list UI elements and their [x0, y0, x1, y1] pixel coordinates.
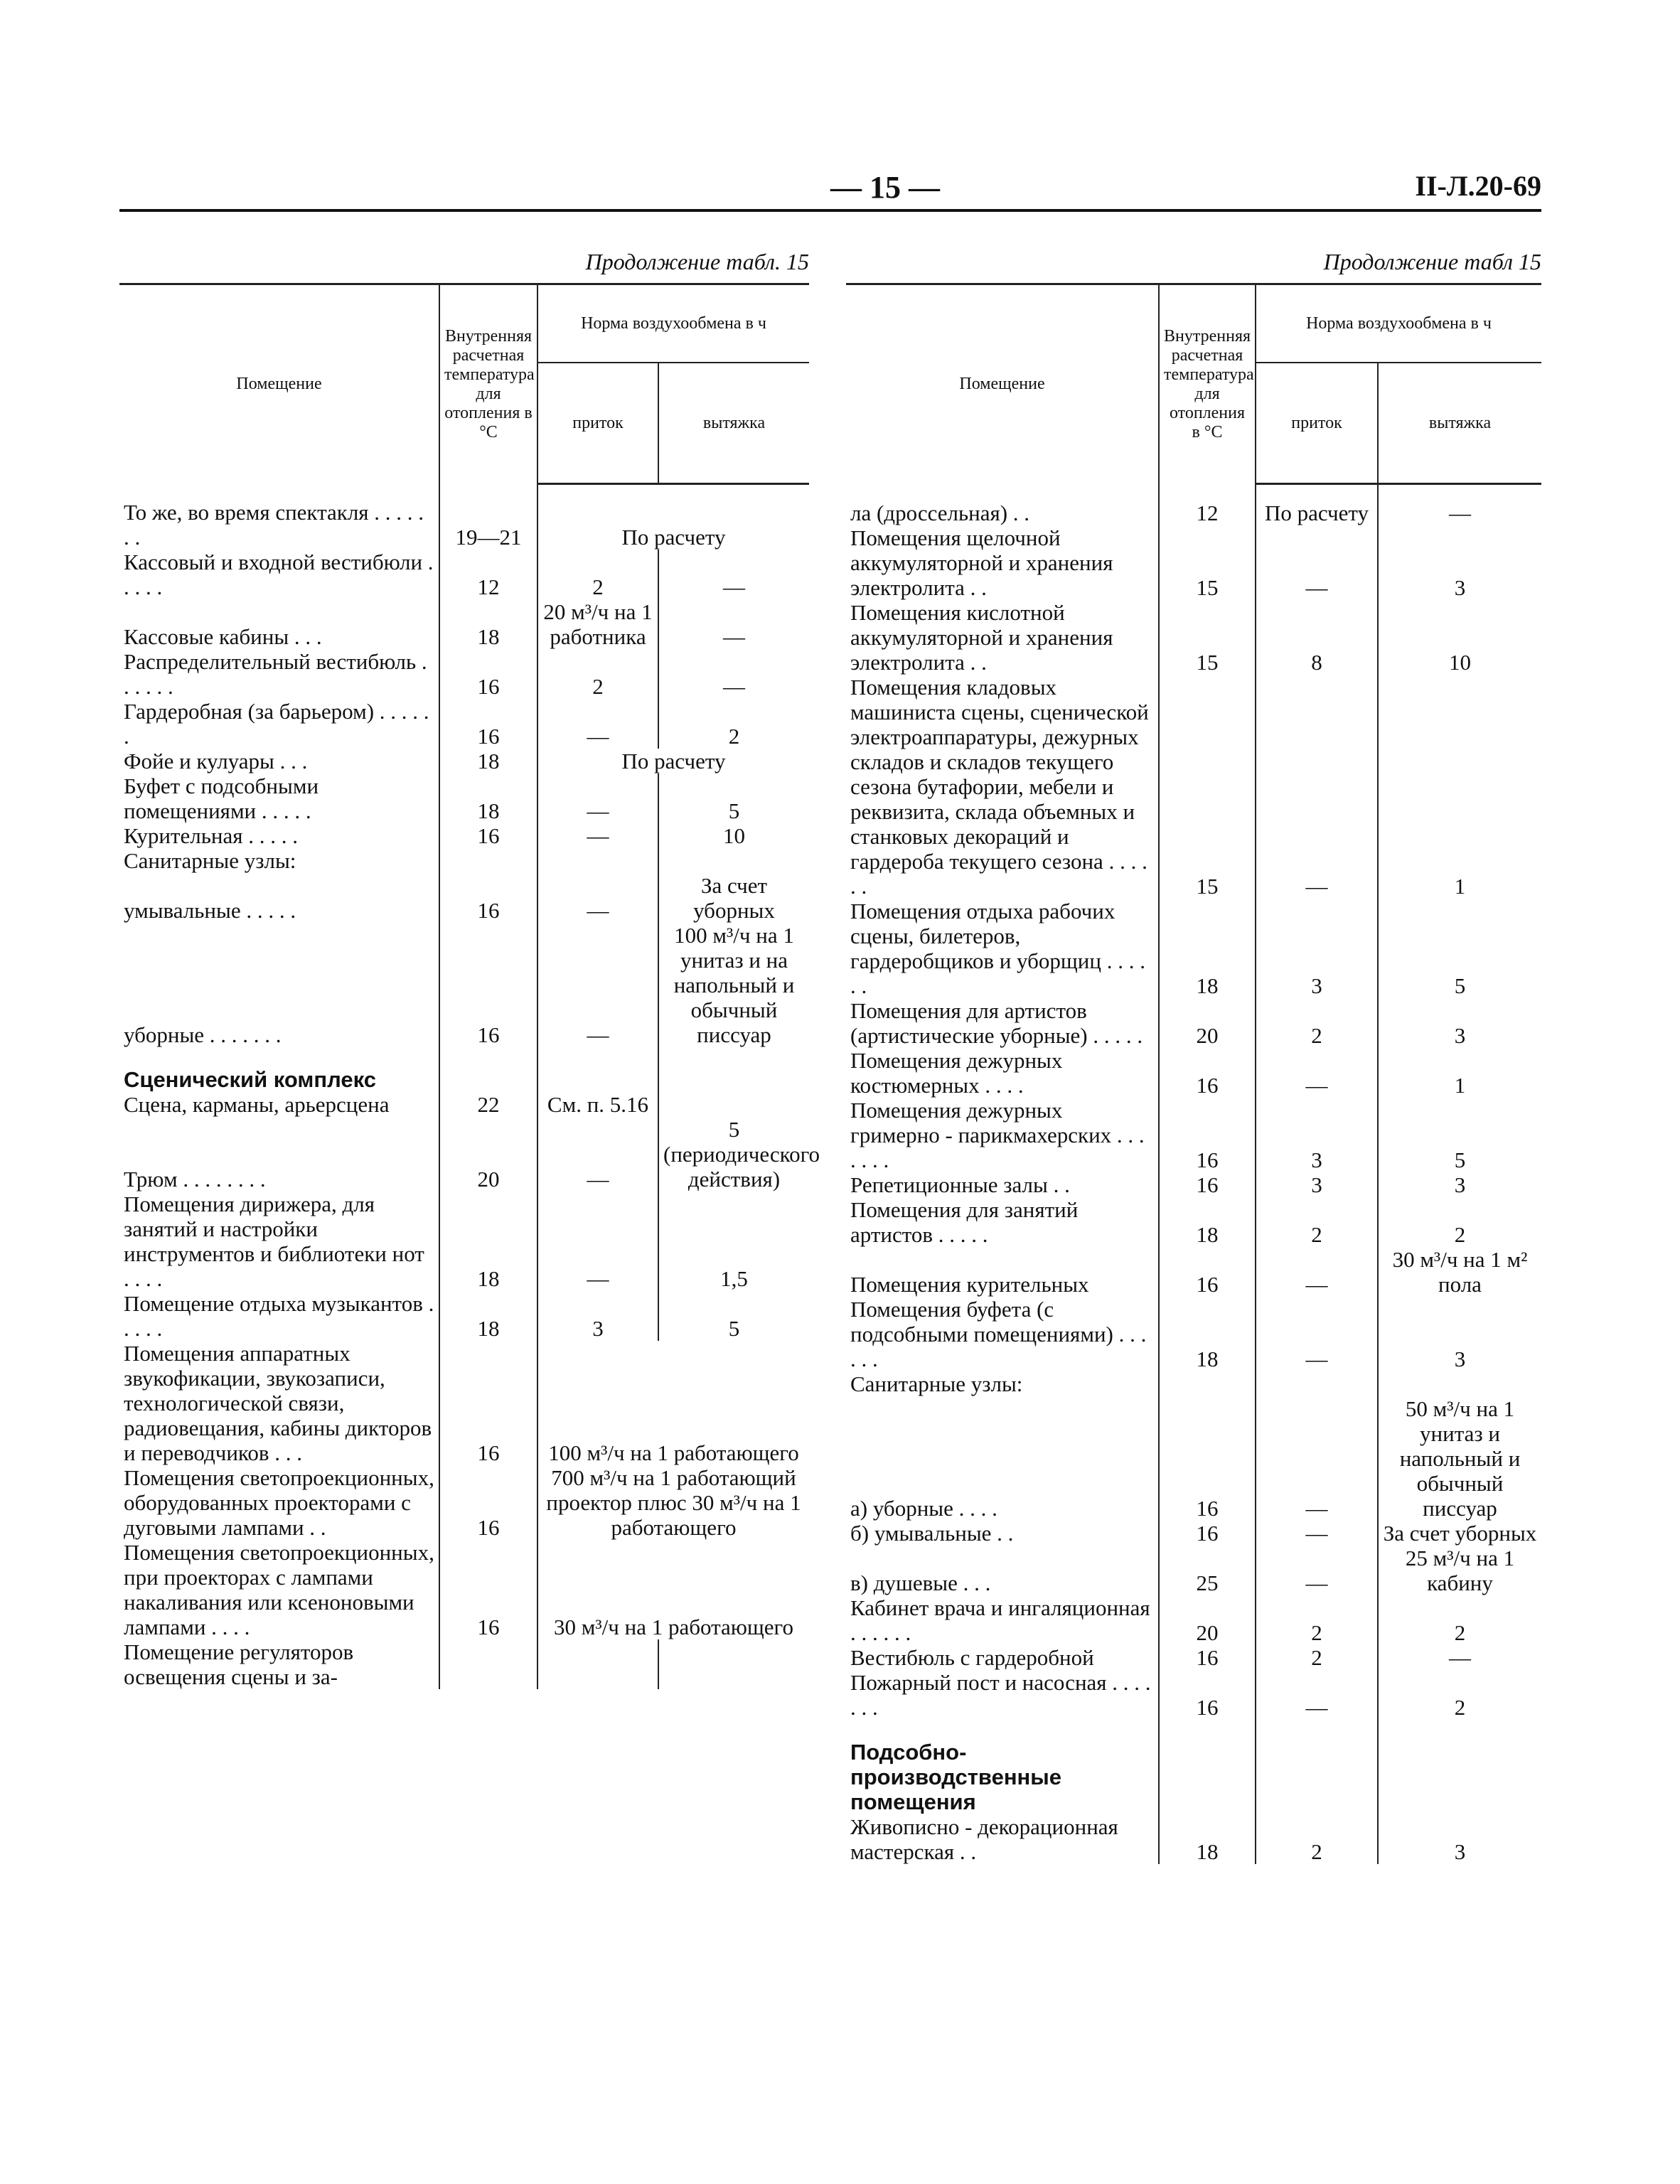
exhaust-cell: — — [658, 550, 809, 599]
room-name-cell: Репетиционные залы . . — [850, 1172, 1070, 1197]
exhaust-cell: 3 — [1378, 525, 1541, 600]
table-row — [846, 1172, 1541, 1197]
table-row — [119, 873, 809, 923]
table-row — [119, 749, 809, 774]
temperature-cell: 18 — [1159, 899, 1256, 998]
exhaust-cell: 10 — [658, 823, 809, 848]
table-row — [119, 1291, 809, 1341]
room-name-cell: Помещения светопроекционных, оборудованных проекторами с дуговыми лампами . . — [124, 1465, 434, 1540]
table-caption: Продолжение табл. 15 — [585, 249, 809, 274]
table-row — [846, 1197, 1541, 1247]
supply-cell: — — [1256, 675, 1378, 899]
table-row — [119, 774, 809, 823]
supply-cell — [537, 1639, 658, 1689]
temperature-cell: 16 — [439, 1341, 537, 1465]
supply-cell: 3 — [1256, 1172, 1378, 1197]
air-exchange-merged-cell: 30 м³/ч на 1 работающего — [537, 1540, 809, 1639]
room-name-cell: Помещение регуляторов освещения сцены и за- — [124, 1639, 354, 1689]
exhaust-cell: 10 — [1378, 600, 1541, 675]
document-code: II-Л.20-69 — [1415, 170, 1541, 202]
exhaust-cell: — — [1378, 1645, 1541, 1670]
room-name-cell: ла (дроссельная) . . — [850, 500, 1030, 525]
temperature-cell: 18 — [439, 1192, 537, 1291]
temperature-cell: 15 — [1159, 675, 1256, 899]
ventilation-norms-table-left — [119, 283, 820, 1689]
table-row — [846, 1297, 1541, 1371]
table-row — [119, 923, 809, 1047]
exhaust-cell: 1 — [1378, 675, 1541, 899]
temperature-cell: 16 — [1159, 1048, 1256, 1098]
room-name-cell: Санитарные узлы: — [850, 1371, 1023, 1396]
header-temperature: Внутренняя расчетная температура для отопления в °С — [439, 284, 537, 484]
air-exchange-merged-cell: По расчету — [537, 749, 809, 774]
temperature-cell: 18 — [439, 774, 537, 823]
table-row — [846, 484, 1541, 526]
supply-cell: 3 — [1256, 899, 1378, 998]
exhaust-cell: 5 (периодического действия) — [658, 1117, 809, 1192]
room-name-cell: а) уборные . . . . — [850, 1496, 997, 1521]
supply-cell — [1256, 1371, 1378, 1396]
table-row — [119, 599, 809, 649]
room-name-cell: Трюм . . . . . . . . — [124, 1166, 266, 1192]
temp-cell — [1159, 1720, 1256, 1814]
table-row — [846, 1247, 1541, 1297]
room-name-cell: Сцена, карманы, арьерсцена — [124, 1091, 390, 1117]
temperature-cell: 18 — [439, 599, 537, 649]
supply-cell — [537, 848, 658, 873]
exhaust-cell: 3 — [1378, 1297, 1541, 1371]
table-row — [846, 1546, 1541, 1595]
supply-cell: 2 — [537, 649, 658, 699]
room-name-cell: Кабинет врача и ингаляционная . . . . . . — [850, 1595, 1150, 1645]
temp-cell — [439, 1047, 537, 1092]
temperature-cell: 18 — [1159, 1814, 1256, 1864]
air-exchange-merged-cell: По расчету — [537, 484, 809, 550]
supply-cell: 8 — [1256, 600, 1378, 675]
temperature-cell: 16 — [439, 1540, 537, 1639]
exhaust-cell: 3 — [1378, 1814, 1541, 1864]
temperature-cell: 16 — [439, 823, 537, 848]
temperature-cell — [439, 1639, 537, 1689]
temperature-cell: 16 — [1159, 1098, 1256, 1172]
table-row — [846, 1371, 1541, 1396]
ventilation-norms-table-right — [846, 283, 1541, 1864]
supply-cell — [1256, 1720, 1378, 1814]
room-name-cell: Живописно - декорационная мастерская . . — [850, 1814, 1118, 1864]
supply-cell: 2 — [1256, 1645, 1378, 1670]
exhaust-cell: 5 — [658, 774, 809, 823]
room-name-cell: умывальные . . . . . — [124, 897, 296, 923]
room-name-cell: Курительная . . . . . — [124, 823, 298, 848]
room-name-cell: Кассовые кабины . . . — [124, 623, 322, 649]
exhaust-cell: 2 — [1378, 1595, 1541, 1645]
temperature-cell — [439, 848, 537, 873]
exhaust-cell: 50 м³/ч на 1 унитаз и напольный и обычный писсуар — [1378, 1396, 1541, 1521]
table-row — [119, 1341, 809, 1465]
header-air-exchange: Норма воздухообмена в ч — [1256, 284, 1541, 363]
header-room: Помещение — [119, 284, 439, 484]
supply-cell: 3 — [1256, 1098, 1378, 1172]
room-name-cell: Санитарные узлы: — [124, 847, 296, 873]
room-name-cell: Помещения для артистов (артистические уборные) . . . . . — [850, 998, 1143, 1048]
supply-cell: — — [1256, 1396, 1378, 1521]
header-exhaust: вытяжка — [658, 363, 809, 484]
table-caption: Продолжение табл 15 — [1323, 249, 1541, 274]
exhaust-cell: 100 м³/ч на 1 унитаз и на напольный и обычный писсуар — [658, 923, 809, 1047]
supply-cell: — — [537, 774, 658, 823]
exhaust-cell: 30 м³/ч на 1 м² пола — [1378, 1247, 1541, 1297]
supply-cell: — — [537, 1192, 658, 1291]
room-name-cell: Распределительный вестибюль . . . . . . — [124, 648, 427, 699]
room-name-cell: Помещения буфета (с подсобными помещениями) . . . . . . — [850, 1297, 1147, 1371]
supply-cell: — — [537, 699, 658, 749]
room-name-cell: в) душевые . . . — [850, 1570, 991, 1595]
table-row — [119, 1465, 809, 1540]
table-row — [119, 649, 809, 699]
temperature-cell: 16 — [439, 649, 537, 699]
supply-cell: — — [537, 873, 658, 923]
table-row — [119, 1639, 809, 1689]
table-row — [119, 484, 809, 550]
room-name-cell: Помещения аппаратных звукофикации, звукозаписи, технологической связи, радиовещания, кабины дикторов и переводчиков . . . — [124, 1340, 432, 1465]
room-name-cell: Фойе и кулуары . . . — [124, 748, 308, 774]
exhaust-cell: За счет уборных — [658, 873, 809, 923]
supply-cell: 2 — [1256, 1595, 1378, 1645]
temperature-cell: 18 — [439, 1291, 537, 1341]
supply-cell: — — [1256, 1247, 1378, 1297]
supply-cell: 20 м³/ч на 1 работника — [537, 599, 658, 649]
header-supply: приток — [537, 363, 658, 484]
room-name-cell: Помещения дежурных гримерно - парикмахерских . . . . . . . — [850, 1098, 1145, 1172]
temperature-cell: 16 — [1159, 1247, 1256, 1297]
exhaust-cell: — — [658, 599, 809, 649]
room-name-cell: Помещения кислотной аккумуляторной и хранения электролита . . — [850, 600, 1113, 675]
room-name-cell: Помещения светопроекционных, при проекторах с лампами накаливания или ксеноновыми лампами . . . . — [124, 1539, 434, 1639]
temperature-cell: 18 — [1159, 1297, 1256, 1371]
room-name-cell: Помещения дежурных костюмерных . . . . — [850, 1048, 1063, 1098]
supply-cell: — — [537, 923, 658, 1047]
temperature-cell: 16 — [1159, 1172, 1256, 1197]
exhaust-cell: 1 — [1378, 1048, 1541, 1098]
room-name-cell: Помещения щелочной аккумуляторной и хранения электролита . . — [850, 525, 1113, 600]
table-row — [119, 823, 809, 848]
exhaust-cell: — — [1378, 484, 1541, 526]
page-number: — 15 — — [830, 170, 940, 205]
temperature-cell: 16 — [439, 923, 537, 1047]
table-row — [846, 525, 1541, 600]
room-name-cell: Помещения для занятий артистов . . . . . — [850, 1197, 1079, 1247]
temperature-cell: 16 — [1159, 1645, 1256, 1670]
header-air-exchange: Норма воздухообмена в ч — [537, 284, 809, 363]
exhaust-cell — [658, 848, 809, 873]
exhaust-cell: 2 — [658, 699, 809, 749]
room-name-cell: Кассовый и входной вестибюли . . . . . — [124, 549, 434, 599]
table-row — [846, 998, 1541, 1048]
supply-cell: По расчету — [1256, 484, 1378, 526]
supply-cell: 2 — [537, 550, 658, 599]
exhaust-cell — [1378, 1371, 1541, 1396]
table-row — [846, 1645, 1541, 1670]
table-row — [119, 1117, 809, 1192]
table-row — [846, 1396, 1541, 1521]
table-row — [846, 1595, 1541, 1645]
header-exhaust: вытяжка — [1378, 363, 1541, 484]
table-row — [119, 848, 809, 873]
supply-cell — [537, 1047, 658, 1092]
temperature-cell: 18 — [1159, 1197, 1256, 1247]
room-name-cell: То же, во время спектакля . . . . . . . — [124, 499, 424, 550]
room-name-cell: Помещение отдыха музыкантов . . . . . — [124, 1290, 434, 1341]
temperature-cell: 16 — [1159, 1670, 1256, 1720]
temperature-cell: 20 — [439, 1117, 537, 1192]
table-row — [846, 1814, 1541, 1864]
exhaust-cell — [1378, 1720, 1541, 1814]
temperature-cell: 20 — [1159, 998, 1256, 1048]
supply-cell: — — [1256, 1546, 1378, 1595]
header-temperature: Внутренняя расчетная температура для отопления в °С — [1159, 284, 1256, 484]
header-supply: приток — [1256, 363, 1378, 484]
supply-cell: — — [1256, 1048, 1378, 1098]
room-name-cell: Помещения отдыха рабочих сцены, билетеров, гардеробщиков и уборщиц . . . . . . — [850, 899, 1145, 998]
supply-cell: См. п. 5.16 — [537, 1092, 658, 1117]
room-name-cell: Вестибюль с гардеробной — [850, 1645, 1094, 1670]
temperature-cell: 15 — [1159, 600, 1256, 675]
table-row — [846, 1048, 1541, 1098]
exhaust-cell: 3 — [1378, 1172, 1541, 1197]
room-name-cell: б) умывальные . . — [850, 1521, 1014, 1546]
exhaust-cell: 2 — [1378, 1670, 1541, 1720]
room-name-cell: Помещения кладовых машиниста сцены, сценической электроаппаратуры, дежурных складов и складов текущего сезона бутафории, мебели и реквизита, склада объемных и станковых декораций и гардероба текущего сезона . . . . . . — [850, 675, 1149, 899]
temperature-cell: 16 — [1159, 1521, 1256, 1546]
temperature-cell: 25 — [1159, 1546, 1256, 1595]
exhaust-cell: За счет уборных — [1378, 1521, 1541, 1546]
section-row — [119, 1047, 809, 1092]
exhaust-cell: 5 — [658, 1291, 809, 1341]
exhaust-cell: 1,5 — [658, 1192, 809, 1291]
exhaust-cell: — — [658, 649, 809, 699]
air-exchange-merged-cell: 700 м³/ч на 1 работающий проектор плюс 30 м³/ч на 1 работающего — [537, 1465, 809, 1540]
page-header — [119, 162, 1541, 212]
room-name-cell: Помещения курительных — [850, 1272, 1089, 1297]
room-name-cell: Помещения дирижера, для занятий и настройки инструментов и библиотеки нот . . . . — [124, 1191, 424, 1291]
table-row — [119, 550, 809, 599]
supply-cell: 2 — [1256, 1814, 1378, 1864]
exhaust-cell: 3 — [1378, 998, 1541, 1048]
supply-cell: — — [1256, 1297, 1378, 1371]
room-name-cell: Пожарный пост и насосная . . . . . . . — [850, 1670, 1151, 1720]
supply-cell: — — [1256, 1670, 1378, 1720]
section-title: Сценический комплекс — [124, 1066, 376, 1092]
temperature-cell: 20 — [1159, 1595, 1256, 1645]
header-room: Помещение — [846, 284, 1159, 484]
supply-cell: 3 — [537, 1291, 658, 1341]
supply-cell: — — [537, 823, 658, 848]
right-table-body — [846, 484, 1541, 1865]
supply-cell: — — [1256, 1521, 1378, 1546]
temperature-cell: 12 — [1159, 484, 1256, 526]
section-row — [846, 1720, 1541, 1814]
room-name-cell: уборные . . . . . . . — [124, 1022, 282, 1047]
table-row — [846, 1670, 1541, 1720]
temperature-cell: 16 — [1159, 1396, 1256, 1521]
supply-cell: — — [1256, 525, 1378, 600]
section-title: Подсобно-производственные помещения — [850, 1740, 1061, 1814]
exhaust-cell: 25 м³/ч на 1 кабину — [1378, 1546, 1541, 1595]
exhaust-cell — [658, 1092, 809, 1117]
temperature-cell — [1159, 1371, 1256, 1396]
table-row — [119, 1192, 809, 1291]
table-row — [846, 600, 1541, 675]
table-row — [119, 699, 809, 749]
exhaust-cell: 5 — [1378, 1098, 1541, 1172]
exhaust-cell: 2 — [1378, 1197, 1541, 1247]
header-rule — [119, 209, 1541, 212]
temperature-cell: 16 — [439, 699, 537, 749]
supply-cell: — — [537, 1117, 658, 1192]
table-row — [846, 675, 1541, 899]
temperature-cell: 22 — [439, 1092, 537, 1117]
supply-cell: 2 — [1256, 998, 1378, 1048]
supply-cell: 2 — [1256, 1197, 1378, 1247]
table-row — [846, 1521, 1541, 1546]
exhaust-cell — [658, 1047, 809, 1092]
table-row — [846, 899, 1541, 998]
room-name-cell: Буфет с подсобными помещениями . . . . . — [124, 773, 319, 823]
temperature-cell: 16 — [439, 1465, 537, 1540]
table-row — [119, 1092, 809, 1117]
table-row — [846, 1098, 1541, 1172]
air-exchange-merged-cell: 100 м³/ч на 1 работающего — [537, 1341, 809, 1465]
temperature-cell: 16 — [439, 873, 537, 923]
temperature-cell: 18 — [439, 749, 537, 774]
temperature-cell: 15 — [1159, 525, 1256, 600]
left-table-body — [119, 484, 820, 1689]
temperature-cell: 19—21 — [439, 484, 537, 550]
exhaust-cell — [658, 1639, 809, 1689]
table-row — [119, 1540, 809, 1639]
room-name-cell: Гардеробная (за барьером) . . . . . . — [124, 698, 429, 749]
temperature-cell: 12 — [439, 550, 537, 599]
exhaust-cell: 5 — [1378, 899, 1541, 998]
